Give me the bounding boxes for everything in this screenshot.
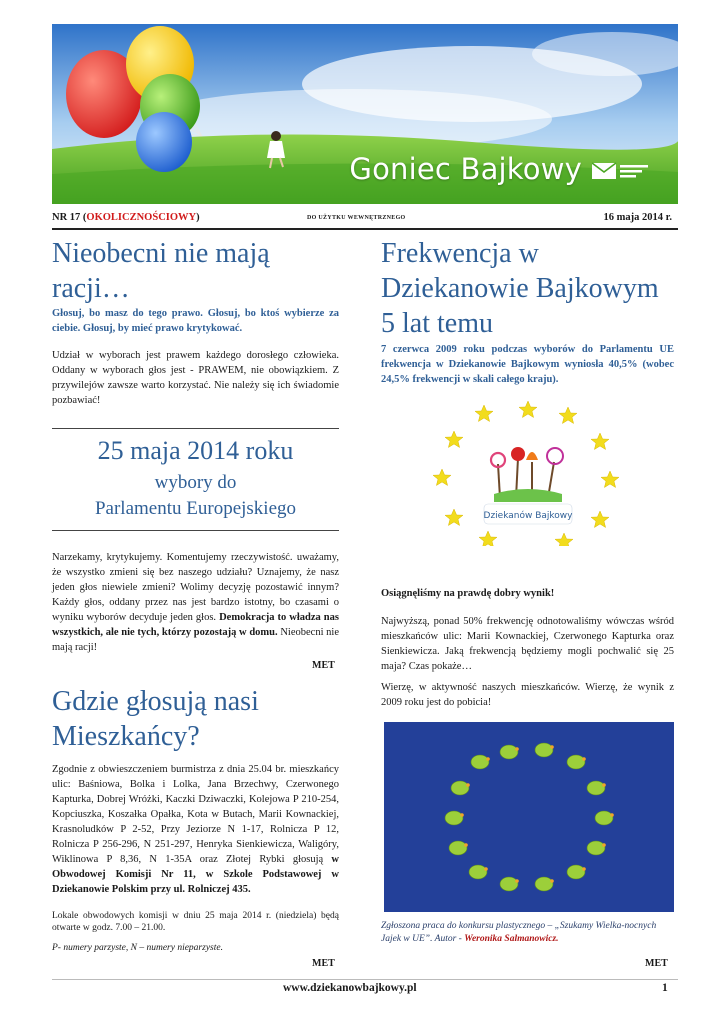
numbering-note: P- numery parzyste, N – numery nieparzyste. [52, 943, 223, 953]
internal-use-note: DO UŻYTKU WEWNĘTRZNEGO [307, 215, 406, 221]
header-banner [52, 24, 678, 204]
article-title-turnout: Frekwencja w Dziekanowie Bajkowym 5 lat temu [381, 238, 659, 339]
result-highlight: Osiągnęliśmy na prawdę dobry wynik! [381, 588, 555, 599]
election-subheading-1: wybory do [154, 472, 237, 493]
article-lead-vote: Głosuj, bo masz do tego prawo. Głosuj, bo ktoś wybierze za ciebie. Głosuj, by mieć prawo krytykować. [52, 308, 339, 334]
opening-hours: Lokale obwodowych komisji w dniu 25 maja 2014 r. (niedziela) będą otwarte w godz. 7.00 – 21.00. [52, 911, 339, 933]
divider [52, 428, 339, 429]
issue-bar [52, 208, 678, 230]
election-subheading-2: Parlamentu Europejskiego [94, 498, 297, 519]
dziekanow-logo [428, 398, 628, 546]
eu-chicks-painting [384, 722, 674, 912]
eu-stars-logo [428, 398, 628, 546]
signature: MET [312, 660, 335, 671]
painting-caption: Zgłoszona praca do konkursu plastycznego – „Szukamy Wielka-nocnych Jajek w UE”. Autor - Weronika Salmanowicz. [381, 921, 657, 944]
issue-tag: OKOLICZNOŚCIOWY [86, 212, 197, 223]
envelope-icon [592, 162, 648, 180]
logo-text: Dziekanów Bajkowy [483, 511, 573, 521]
footer-divider [52, 979, 678, 980]
article-body-belief: Wierzę, w aktywność naszych mieszkańców. Wierzę, że wynik z 2009 roku jest do pobicia! [381, 682, 674, 708]
election-date-heading: 25 maja 2014 roku [97, 436, 294, 465]
issue-date: 16 maja 2014 r. [603, 212, 672, 223]
divider [52, 530, 339, 531]
footer-website-link[interactable]: www.dziekanowbajkowy.pl [283, 982, 417, 994]
article-body-vote: Udział w wyborach jest prawem każdego dorosłego człowieka. Oddany w wyborach głos jest - PRAWEM, nie obowiązkiem. Z przywilejów zawsze warto korzystać. Nie należy się ich świadomie pozbawiać! [52, 350, 339, 406]
signature: MET [312, 958, 335, 969]
painting-author: Weronika Salmanowicz. [464, 934, 559, 944]
page-number: 1 [662, 982, 668, 994]
article-title-where: Gdzie głosują nasi Mieszkańcy? [52, 686, 259, 752]
article-body-complaints: Narzekamy, krytykujemy. Komentujemy rzeczywistość. uważamy, że wszystko zmieni się bez naszego udziału? Uznajemy, że nasz jeden głos niewiele zmieni? Wolimy decyzję pozostawić innym? Każdy głos, oddany przez nas jest bardzo istotny, bo czasami o wyniku wyborów decyduje jeden głos. Demokracja to władza nas wszystkich, ale nie tych, którzy pozostają w domu. Nieobecni nie mają racji! [52, 552, 340, 653]
issue-number: NR 17 (OKOLICZNOŚCIOWY) [52, 212, 200, 223]
article-body-turnout: Najwyższą, ponad 50% frekwencję odnotowaliśmy wówczas wśród mieszkańców ulic: Marii Kownackiej, Czerwonego Kapturka oraz Sienkiewicza. Jaką frekwencją będziemy mogli pochwalić się 25 maja? Czas pokaże… [381, 616, 674, 672]
article-body-where: Zgodnie z obwieszczeniem burmistrza z dnia 25.04 br. mieszkańcy ulic: Baśniowa, Bolka i Lolka, Jana Brzechwy, Czerwonego Kapturka, Dobrej Wróżki, Kaczki Dziwaczki, Kolejowa P 210-254, Kopciuszka, Koszałka Opałka, Kota w Butach, Marii Kownackiej, Krasnoludków P 2-52, Przy Jeziorze N 1-17, Rolnicza P 12, Rolnicza P 256-296, N 251-297, Henryka Sienkiewicza, Waligóry, Wiklinowa P 8,36, N 1-35A oraz Złotej Rybki głosują w Obwodowej Komisji Nr 11, w Szkole Podstawowej w Dziekanowie Polskim przy ul. Rolniczej 435. [52, 764, 339, 895]
brand-title: Goniec Bajkowy [349, 152, 582, 186]
painting-image [384, 722, 674, 912]
signature: MET [645, 958, 668, 969]
article-title-absent: Nieobecni nie mają racji… [52, 238, 270, 304]
article-lead-turnout: 7 czerwca 2009 roku podczas wyborów do Parlamentu UE frekwencja w Dziekanowie Bajkowym wyniosła 40,5% (wobec 24,5% frekwencji w skali całego kraju). [381, 344, 674, 385]
